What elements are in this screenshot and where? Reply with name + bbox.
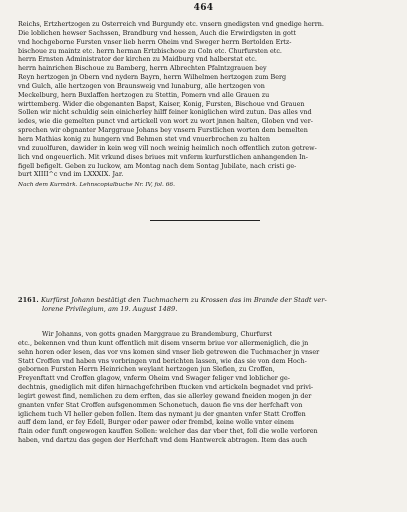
source-note: Nach dem Kurmärk. Lehnscopialbuche Nr. IV, fol. 66.: [18, 182, 175, 189]
text-line: hern Mathias konig zu hungern vnd Behmen stet vnd vnuerbrochen zu halten: [18, 134, 270, 143]
text-line: gebornen Fursten Herrn Heinrichen weylant hertzogen jun Slefien, zu Croffen,: [18, 365, 275, 374]
text-line: lich vnd ongeuerlich. Mit vrkund dises briues mit vnferm kurfurstlichen anhangenden In-: [18, 152, 308, 161]
document-heading-line: Kurfürst Johann bestätigt den Tuchmachern zu Krossen das im Brande der Stadt ver-: [40, 296, 327, 304]
document-heading-line: lorene Privilegium, am 19. August 1489.: [42, 305, 178, 313]
text-line: dechtnis, gnediglich mit difen hirnachgefchriben ftucken vnd artickeln begnadet vnd privi-: [18, 383, 314, 392]
text-line: Sollen wir nicht schuldig sein einicherley hilff feiner koniglichen wird zutun. Das alles vnd: [18, 108, 312, 117]
text-line: bischoue zu maintz etc. herrn herman Ertzbischoue zu Coln etc. Churfursten etc.: [18, 46, 282, 55]
text-line: auff dem land, er fey Edell, Burger oder pawer oder frembd, keine wolle vnter einem: [18, 418, 294, 427]
text-line: legirt gewest find, nemlichen zu dem erften, das sie allerley gewand fneiden mogen jn der: [18, 391, 312, 400]
text-line: Meckelburg, hern Buxlaffen hertzogen zu Stettin, Pomern vnd alle Grauen zu: [18, 90, 270, 99]
text-line: Die loblichen hewser Sachssen, Brandburg vnd hessen, Auch die Erwirdigsten in gott: [18, 28, 296, 37]
text-line: burt XIIII^c vnd im LXXXIX. Jar.: [18, 170, 124, 179]
text-line: etc., bekennen vnd thun kunt offentlich mit disem vnserm briue vor allermeniglich, die jn: [18, 338, 309, 347]
text-line: iglichem tuch VI heller geben follen. Item das nymant ju der gnanten vnfer Statt Croffen: [18, 409, 306, 418]
text-line: Reichs, Ertzhertzogen zu Osterreich vnd Burgundy etc. vnsern gnedigsten vnd gnedige herrn.: [18, 20, 324, 28]
section-divider: [150, 220, 260, 221]
text-line: vnd hochgeborne Fursten vnser lieb herrn Oheim vnd Sweger herrn Bertolden Ertz-: [18, 37, 292, 46]
document-number: 2161.: [18, 296, 41, 304]
text-line: vnd Gulch, alle hertzogen von Braunsweig vnd lunaburg, alle hertzogen von: [18, 81, 265, 90]
text-line: figell befigelt. Geben zu luckow, am Montag nach dem Sontag Jubilate, nach cristi ge-: [18, 161, 297, 170]
document-header: [18, 296, 394, 314]
text-line: gnanten vnfer Stat Croffen aufsgenommen Schonetuch, dauon fie vns der herfchaft von: [18, 400, 303, 409]
text-line: Reyn hertzogen jn Obern vnd nydern Bayrn, herrn Wilhelmen hertzogen zum Berg: [18, 73, 287, 82]
continuation-text: [18, 20, 394, 190]
text-line: herrn hainrichen Bischoue zu Bamberg, herrn Albrechten Pfalntzgrauen bey: [18, 64, 267, 73]
text-line: ftain oder funft ongewogen kauffen Sollen: welcher das dar vber thet, foll die wolle verloren: [18, 427, 318, 436]
page-number: 464: [193, 3, 214, 13]
text-line: sehn horen oder lesen, das vor vns komen sind vnser lieb getrewen die Tuchmacher jn vnser: [18, 347, 320, 356]
text-line: herrn Ernsten Administrator der kirchen zu Maidburg vnd halberstat etc.: [18, 55, 257, 64]
document-body: [18, 330, 394, 445]
text-line: iedes, wie die gemelten punct vnd artickell von wort zu wort jnnen halten, Globen vnd ver-: [18, 117, 313, 126]
text-line: sprechen wir obgnanter Marggraue Johans bey vnsern Furstlichen worten dem bemelten: [18, 126, 308, 135]
text-line: Statt Croffen vnd haben vns vorbringen vnd berichten lassen, wie das sie von dem Hoch-: [18, 356, 307, 365]
text-line: Wir Johanns, von gotts gnaden Marggraue zu Brandemburg, Churfurst: [42, 330, 273, 338]
text-line: wirttemberg. Wider die obgenanten Bapst, Kaiser, Konig, Fursten, Bischoue vnd Grauen: [18, 99, 305, 108]
text-line: haben, vnd dartzu das gegen der Herfchaft vnd dem Hantwerck abtragen. Item das auch: [18, 436, 308, 445]
text-line: Freyenftatt vnd Croffen glagow, vnferm Oheim vnd Swager feliger vnd loblicher ge-: [18, 374, 290, 383]
text-line: vnd zuuolfuren, dawider in kein weg vill noch weinig heimlich noch offentlich zuton getrew-: [18, 143, 317, 152]
